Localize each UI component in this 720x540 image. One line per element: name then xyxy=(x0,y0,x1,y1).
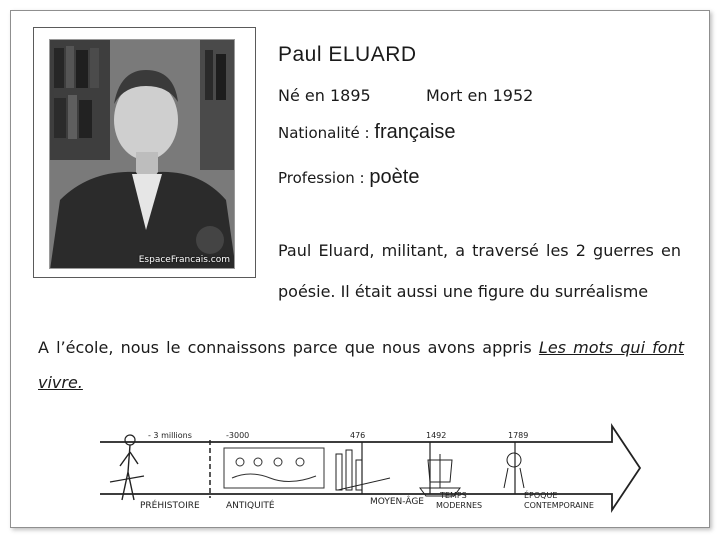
profession-row xyxy=(278,166,419,189)
photo-credit: EspaceFrancais.com xyxy=(138,255,230,265)
school-paragraph xyxy=(38,330,684,400)
marker-label: -3000 xyxy=(226,431,250,440)
portrait-illustration xyxy=(50,40,235,269)
profession-value: poète xyxy=(369,166,420,188)
marker-label: - 3 millions xyxy=(148,431,192,440)
period-label: MODERNES xyxy=(436,501,483,510)
nationality-value: française xyxy=(374,121,456,143)
period-label: PRÉHISTOIRE xyxy=(140,501,200,511)
birth-year: Né en 1895 xyxy=(278,86,371,105)
biography-text: Paul Eluard, militant, a traversé les 2 guerres en poésie. Il était aussi une figure du surréalisme xyxy=(278,241,681,301)
revolution-figure-icon xyxy=(504,453,524,488)
period-label: MOYEN-ÂGE xyxy=(370,497,424,507)
person-name: Paul ELUARD xyxy=(278,43,417,66)
marker-label: 1789 xyxy=(508,431,529,440)
school-text: A l’école, nous le connaissons parce que nous avons appris xyxy=(38,338,539,357)
period-label: ÉPOQUE xyxy=(524,491,558,500)
prehistory-figure-icon xyxy=(110,435,144,500)
marker-label: 476 xyxy=(350,431,366,440)
ruins-icon xyxy=(336,450,390,490)
profession-label: Profession : xyxy=(278,169,365,187)
history-timeline xyxy=(100,418,645,518)
antiquity-fresco-icon xyxy=(224,448,324,488)
marker-label: 1492 xyxy=(426,431,447,440)
ship-icon xyxy=(420,454,460,496)
period-label: ANTIQUITÉ xyxy=(226,501,275,511)
period-label: TEMPS xyxy=(440,491,467,500)
poem-title: Les mots qui font vivre. xyxy=(38,338,685,392)
period-label: CONTEMPORAINE xyxy=(524,501,594,510)
death-year: Mort en 1952 xyxy=(426,86,534,105)
portrait-frame xyxy=(33,27,256,278)
portrait-photo xyxy=(49,39,235,269)
nationality-label: Nationalité : xyxy=(278,124,370,142)
nationality-row xyxy=(278,121,456,144)
